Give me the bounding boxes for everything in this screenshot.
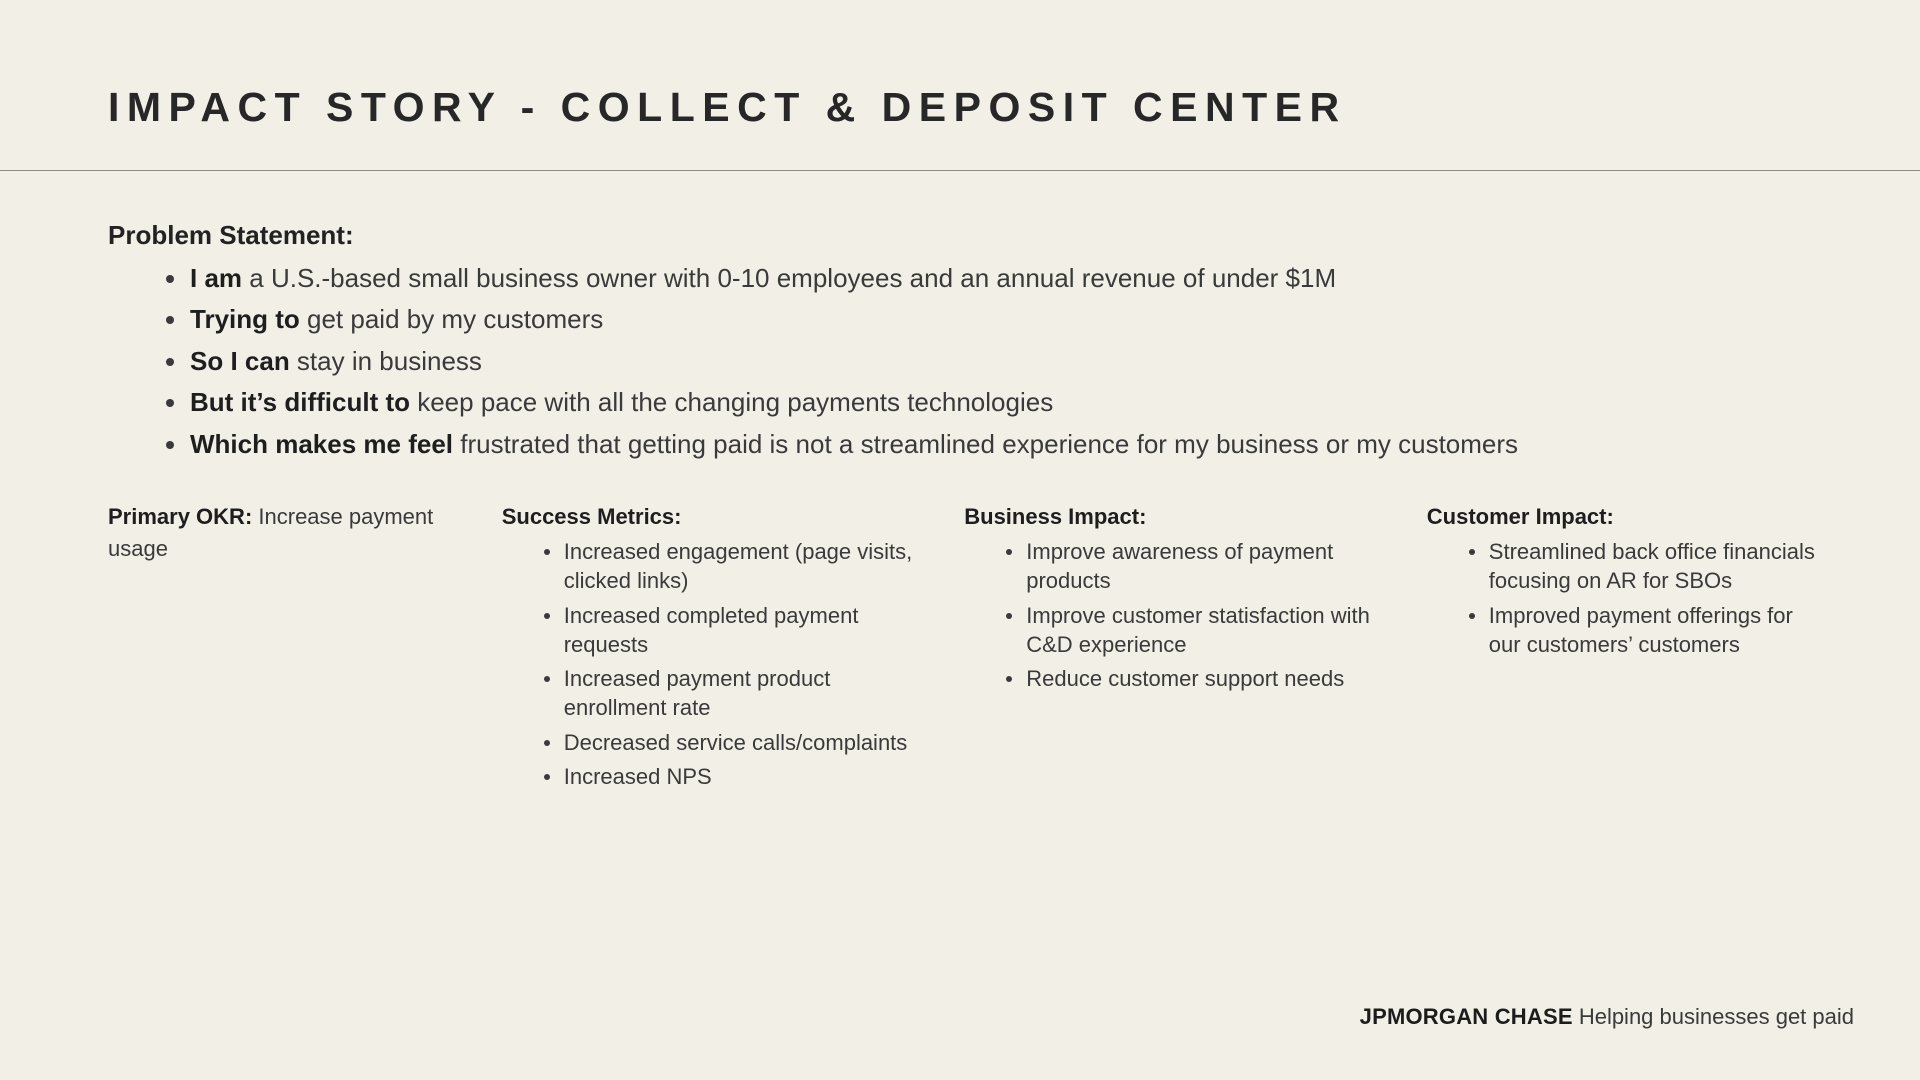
column-success-metrics xyxy=(502,501,965,796)
list-item-text: stay in business xyxy=(289,345,482,376)
list-item: Streamlined back office financials focusing on AR for SBOs xyxy=(1469,537,1824,596)
list-item xyxy=(164,300,1820,338)
success-metrics-heading: Success Metrics: xyxy=(501,504,682,530)
problem-statement-list xyxy=(108,259,1920,463)
primary-okr-value: Increase payment usage xyxy=(108,504,434,562)
list-item-lead: I am xyxy=(190,262,243,293)
column-customer-impact xyxy=(1427,501,1850,796)
primary-okr-text xyxy=(108,501,476,565)
list-item: Improve customer statisfaction with C&D experience xyxy=(1006,601,1401,660)
problem-statement-section xyxy=(0,171,1920,463)
slide-title-bar xyxy=(0,0,1920,171)
footer-brand: JPMORGAN CHASE xyxy=(1359,1004,1573,1030)
column-primary-okr xyxy=(108,501,502,796)
list-item-text: a U.S.-based small business owner with 0-10 employees and an annual revenue of under $1M xyxy=(242,262,1337,293)
list-item-lead: But it’s difficult to xyxy=(190,387,410,418)
list-item xyxy=(164,259,1820,297)
list-item: Increased NPS xyxy=(544,762,939,791)
column-business-impact xyxy=(964,501,1427,796)
slide-footer xyxy=(1360,1003,1854,1032)
customer-impact-heading: Customer Impact: xyxy=(1426,504,1614,530)
problem-statement-heading: Problem Statement: xyxy=(108,220,354,251)
list-item-text: get paid by my customers xyxy=(299,304,604,335)
list-item: Increased engagement (page visits, clicked links) xyxy=(544,537,939,596)
list-item: Reduce customer support needs xyxy=(1006,664,1401,693)
success-metrics-list xyxy=(502,537,939,791)
list-item xyxy=(164,342,1820,380)
page-title: IMPACT STORY - COLLECT & DEPOSIT CENTER xyxy=(108,84,1347,130)
customer-impact-list xyxy=(1427,537,1824,659)
list-item: Increased payment product enrollment rate xyxy=(544,664,939,723)
impact-columns xyxy=(0,501,1920,796)
list-item-lead: Trying to xyxy=(190,304,300,335)
list-item-lead: Which makes me feel xyxy=(190,428,453,459)
list-item xyxy=(164,425,1820,463)
list-item xyxy=(164,383,1820,421)
business-impact-list xyxy=(964,537,1401,693)
list-item: Improved payment offerings for our customers’ customers xyxy=(1469,601,1824,660)
list-item: Decreased service calls/complaints xyxy=(544,728,939,757)
list-item-text: keep pace with all the changing payments technologies xyxy=(410,387,1054,418)
list-item-lead: So I can xyxy=(190,345,290,376)
list-item: Increased completed payment requests xyxy=(544,601,939,660)
business-impact-heading: Business Impact: xyxy=(964,504,1147,530)
list-item: Improve awareness of payment products xyxy=(1006,537,1401,596)
footer-tagline: Helping businesses get paid xyxy=(1572,1004,1854,1030)
list-item-text: frustrated that getting paid is not a streamlined experience for my business or my customers xyxy=(453,428,1519,459)
primary-okr-heading: Primary OKR: xyxy=(108,504,253,530)
